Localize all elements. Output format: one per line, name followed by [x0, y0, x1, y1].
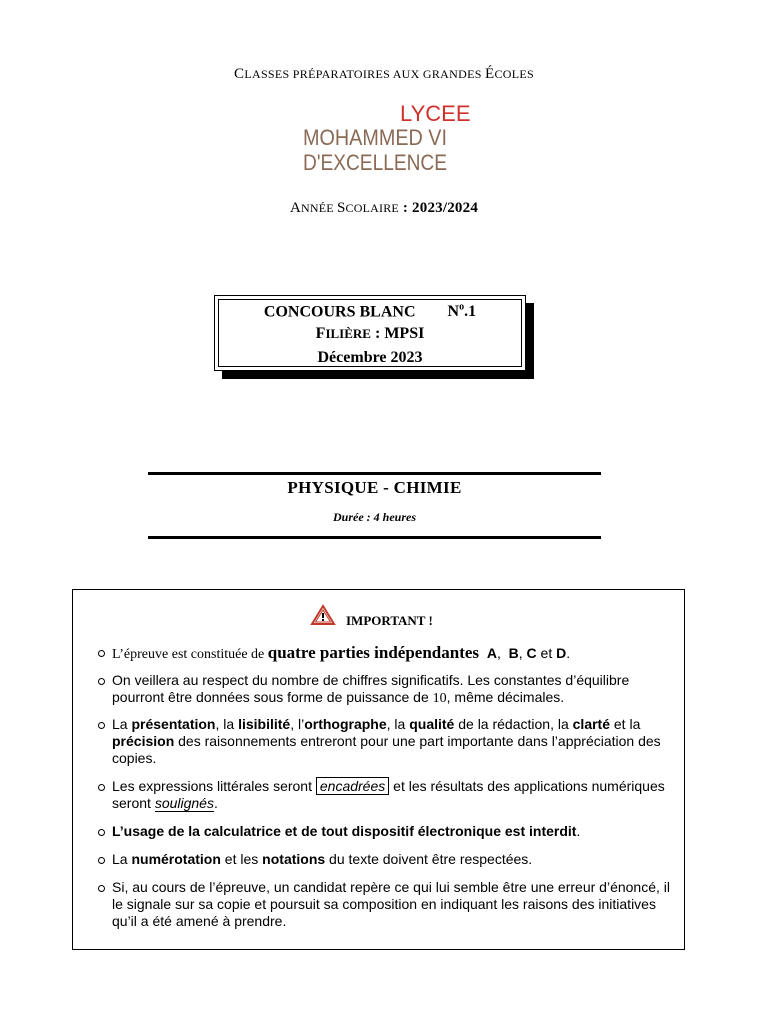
exam-filiere: FILIÈRE : MPSI [315, 325, 425, 342]
underlined-example: soulignés [154, 795, 214, 811]
school-logo [300, 98, 471, 178]
instruction-item: La présentation, la lisibilité, l’orthographe, la qualité de la rédaction, la clarté et la précision des raisonnements entreront pour une part importante dans l’appréciation des copies. [98, 716, 682, 767]
instruction-item: Les expressions littérales seront encadrées et les résultats des applications numériques seront soulignés. [98, 778, 682, 812]
bullet-icon [98, 650, 105, 657]
bottom-rule [148, 536, 601, 539]
exam-title: CONCOURS BLANC $N^o.1$ [263, 302, 477, 321]
exam-duration: Durée : 4 heures [333, 510, 416, 524]
instruction-item: La numérotation et les notations du texte doivent être respectées. [98, 851, 682, 868]
instruction-item: L’usage de la calculatrice et de tout dispositif électronique est interdit. [98, 823, 682, 840]
bullet-icon [98, 829, 105, 836]
bullet-icon [98, 857, 105, 864]
bullet-icon [98, 784, 105, 791]
exam-number: $N^o.1$ [447, 302, 477, 321]
bullet-icon [98, 678, 105, 685]
important-heading: IMPORTANT ! [310, 604, 433, 630]
bullet-icon [98, 722, 105, 729]
school-year: ANNÉE SCOLAIRE : 2023/2024 [289, 200, 479, 216]
instruction-item: On veillera au respect du nombre de chiffres significatifs. Les constantes d’équilibre pourront être données sous forme de puissance de 10, même décimales. [98, 672, 682, 707]
exam-date: Décembre 2023 [317, 349, 423, 366]
institution-title: CLASSES PRÉPARATOIRES AUX GRANDES ÉCOLES [234, 66, 534, 82]
instruction-item: L’épreuve est constituée de quatre parties indépendantes A, B, C et D. [98, 644, 682, 663]
top-rule [148, 472, 601, 475]
warning-triangle-icon [310, 604, 336, 631]
logo-line-1: LYCEE [400, 101, 471, 126]
instruction-item: Si, au cours de l’épreuve, un candidat repère ce qui lui semble être une erreur d’énoncé, il le signale sur sa copie et poursuit sa composition en indiquant les raisons des initiatives qu’il a été amené à prendre. [98, 879, 682, 930]
boxed-example: encadrées [316, 777, 389, 795]
logo-line-2: MOHAMMED VI [303, 125, 447, 150]
subject-title: PHYSIQUE - CHIMIE [287, 478, 462, 497]
logo-line-3: D'EXCELLENCE [303, 150, 447, 175]
bullet-icon [98, 885, 105, 892]
school-year-value: : 2023/2024 [402, 200, 479, 216]
